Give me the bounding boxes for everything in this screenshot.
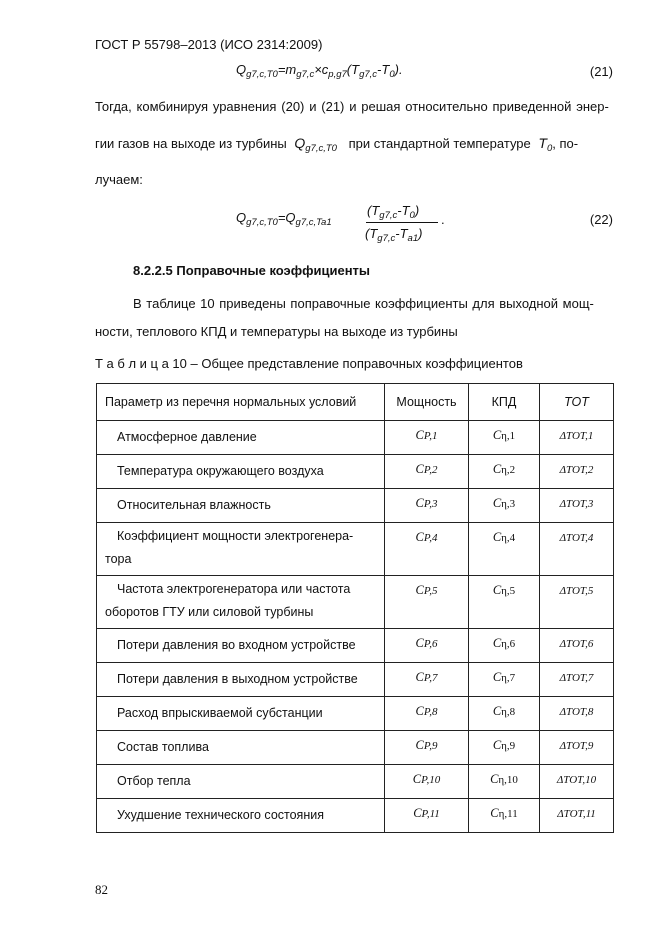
parameter-cell: Потери давления во входном устройстве: [97, 629, 385, 663]
symbol-p-sub: P,4: [423, 532, 438, 544]
symbol-c: C: [413, 806, 422, 820]
eq22-den-open: (T: [365, 226, 378, 241]
page-number: 82: [95, 882, 108, 897]
symbol-delta-tot: ΔTOT,7: [559, 672, 594, 684]
table-caption: Т а б л и ц а 10 – Общее представление поправочных коэффициентов: [95, 356, 523, 371]
symbol-c: C: [490, 806, 499, 820]
power-coefficient-cell: [385, 421, 469, 455]
power-coefficient-cell: [385, 489, 469, 523]
symbol-c: C: [415, 530, 424, 544]
symbol-c: C: [492, 462, 502, 476]
parameter-cell: Относительная влажность: [97, 489, 385, 523]
equation-22-numerator: [367, 203, 419, 221]
document-header: ГОСТ Р 55798–2013 (ИСО 2314:2009): [95, 37, 323, 52]
efficiency-coefficient-cell: [469, 455, 540, 489]
tot-delta-cell: [540, 421, 614, 455]
eq22-num-close: ): [414, 203, 420, 218]
symbol-delta-tot: ΔTOT,8: [559, 706, 594, 718]
correction-factors-table: [96, 383, 614, 833]
paragraph1-line2-post: , по-: [552, 136, 579, 151]
equation-22-lhs: [236, 210, 332, 228]
symbol-c: C: [412, 772, 422, 786]
symbol-c: C: [415, 428, 424, 442]
efficiency-coefficient-cell: [469, 489, 540, 523]
symbol-delta-tot: ΔTOT,2: [559, 464, 594, 476]
eq21-eq: =m: [277, 62, 297, 77]
power-coefficient-cell: [385, 663, 469, 697]
symbol-eta-sub: η,4: [501, 532, 516, 544]
section-heading: 8.2.2.5 Поправочные коэффициенты: [133, 263, 371, 278]
symbol-delta-tot: ΔTOT,1: [559, 430, 594, 442]
tot-delta-cell: [540, 576, 614, 629]
eq22-den-minus: -T: [395, 226, 408, 241]
eq21-paren-open: (T: [346, 62, 360, 77]
symbol-delta-tot: ΔTOT,4: [559, 532, 594, 544]
efficiency-coefficient-cell: [469, 765, 540, 799]
symbol-p-sub: P,3: [423, 498, 438, 510]
eq21-m-sub: g7,c: [296, 69, 315, 80]
paragraph2-line1: В таблице 10 приведены поправочные коэффициенты для выходной мощ-: [133, 296, 594, 311]
power-coefficient-cell: [385, 765, 469, 799]
eq22-num-sub2: 0: [409, 210, 415, 221]
parameter-line2: тора: [105, 552, 132, 566]
symbol-c: C: [415, 583, 424, 597]
symbol-eta-sub: η,8: [501, 706, 516, 718]
symbol-delta-tot: ΔTOT,9: [559, 740, 594, 752]
symbol-p-sub: P,5: [423, 585, 438, 597]
inline-q-sub: g7,c,T0: [305, 143, 337, 154]
symbol-delta-tot: ΔTOT,6: [559, 638, 594, 650]
eq21-lhs: Q: [236, 62, 247, 77]
eq21-c-sub: p,g7: [328, 69, 347, 80]
parameter-cell: [97, 576, 385, 629]
eq22-num-minus: -T: [397, 203, 410, 218]
table-row: [97, 731, 614, 765]
eq21-t-sub: g7,c: [359, 69, 378, 80]
efficiency-coefficient-cell: [469, 799, 540, 833]
paragraph1-line3: лучаем:: [95, 172, 143, 187]
eq21-t0-sub: 0: [389, 69, 395, 80]
paragraph1-line1: Тогда, комбинируя уравнения (20) и (21) и решая относительно приведенной энер-: [95, 99, 609, 114]
symbol-c: C: [415, 704, 424, 718]
symbol-p-sub: P,10: [421, 774, 441, 786]
header-efficiency: КПД: [469, 384, 540, 421]
symbol-c: C: [492, 670, 502, 684]
table-row: [97, 799, 614, 833]
table-row: [97, 663, 614, 697]
eq21-times-c: ×c: [314, 62, 329, 77]
power-coefficient-cell: [385, 731, 469, 765]
tot-delta-cell: [540, 663, 614, 697]
symbol-p-sub: P,11: [421, 808, 440, 820]
eq22-den-sub: g7,c: [377, 233, 396, 244]
inline-q: Q: [294, 135, 306, 151]
paragraph1-line2: [95, 135, 578, 154]
eq22-lhs-sub: g7,c,T0: [246, 217, 278, 228]
paragraph2-line2: ности, теплового КПД и температуры на выходе из турбины: [95, 324, 458, 339]
symbol-c: C: [492, 738, 502, 752]
inline-t: T: [538, 135, 547, 151]
symbol-eta-sub: η,10: [498, 774, 518, 786]
eq22-lhs: Q: [236, 210, 247, 225]
parameter-line1: Частота электрогенератора или частота: [117, 582, 351, 596]
inline-q-symbol: [294, 135, 337, 154]
symbol-p-sub: P,9: [423, 740, 438, 752]
tot-delta-cell: [540, 523, 614, 576]
symbol-c: C: [415, 670, 424, 684]
parameter-cell: Атмосферное давление: [97, 421, 385, 455]
symbol-c: C: [415, 738, 424, 752]
eq22-num-sub: g7,c: [379, 210, 398, 221]
parameter-cell: Расход впрыскиваемой субстанции: [97, 697, 385, 731]
symbol-c: C: [492, 428, 502, 442]
tot-delta-cell: [540, 697, 614, 731]
symbol-p-sub: P,6: [423, 638, 438, 650]
eq22-dot: .: [441, 212, 445, 227]
symbol-c: C: [492, 704, 502, 718]
eq21-paren-close: ).: [394, 62, 403, 77]
symbol-c: C: [492, 496, 502, 510]
symbol-delta-tot: ΔTOT,5: [559, 585, 594, 597]
symbol-delta-tot: ΔTOT,11: [557, 808, 596, 820]
symbol-eta-sub: η,6: [501, 638, 516, 650]
symbol-eta-sub: η,11: [498, 808, 518, 820]
symbol-c: C: [415, 636, 424, 650]
parameter-line1: Коэффициент мощности электрогенера-: [117, 529, 354, 543]
tot-delta-cell: [540, 455, 614, 489]
power-coefficient-cell: [385, 799, 469, 833]
symbol-c: C: [415, 462, 424, 476]
eq22-den-close: ): [418, 226, 423, 241]
power-coefficient-cell: [385, 576, 469, 629]
equation-21-number: (21): [589, 64, 613, 79]
equation-22-number: (22): [589, 212, 613, 227]
parameter-cell: Температура окружающего воздуха: [97, 455, 385, 489]
symbol-p-sub: P,8: [423, 706, 438, 718]
table-row: [97, 455, 614, 489]
tot-delta-cell: [540, 799, 614, 833]
symbol-p-sub: P,1: [423, 430, 438, 442]
equation-21: [236, 62, 403, 80]
tot-delta-cell: [540, 629, 614, 663]
table-row: [97, 421, 614, 455]
paragraph1-line2-mid: при стандартной температуре: [348, 136, 531, 151]
symbol-c: C: [415, 496, 424, 510]
parameter-cell: Ухудшение технического состояния: [97, 799, 385, 833]
table-row: [97, 765, 614, 799]
eq22-den-sub2: a1: [407, 233, 419, 244]
symbol-c: C: [492, 636, 502, 650]
symbol-p-sub: P,2: [423, 464, 438, 476]
power-coefficient-cell: [385, 455, 469, 489]
table-row: [97, 697, 614, 731]
eq22-eq: =Q: [277, 210, 296, 225]
parameter-line2: оборотов ГТУ или силовой турбины: [105, 605, 314, 619]
symbol-p-sub: P,7: [423, 672, 438, 684]
inline-t-sub: 0: [546, 143, 553, 154]
tot-delta-cell: [540, 731, 614, 765]
header-tot: ТОТ: [540, 384, 614, 421]
efficiency-coefficient-cell: [469, 576, 540, 629]
table-row: [97, 523, 614, 576]
efficiency-coefficient-cell: [469, 523, 540, 576]
symbol-c: C: [490, 772, 499, 786]
parameter-cell: [97, 523, 385, 576]
parameter-cell: Отбор тепла: [97, 765, 385, 799]
eq21-minus-t: -T: [377, 62, 390, 77]
eq22-q-sub: g7,c,Ta1: [295, 217, 332, 228]
symbol-eta-sub: η,9: [501, 740, 516, 752]
equation-22-denominator: [365, 226, 422, 244]
eq22-num-open: (T: [367, 203, 380, 218]
inline-t-symbol: [538, 135, 553, 154]
symbol-eta-sub: η,1: [501, 430, 516, 442]
symbol-delta-tot: ΔTOT,3: [559, 498, 594, 510]
paragraph1-line2-pre: гии газов на выходе из турбины: [95, 136, 287, 151]
symbol-c: C: [492, 530, 502, 544]
symbol-eta-sub: η,7: [501, 672, 516, 684]
power-coefficient-cell: [385, 523, 469, 576]
parameter-cell: Состав топлива: [97, 731, 385, 765]
header-parameter: Параметр из перечня нормальных условий: [97, 384, 385, 421]
table-header-row: [97, 384, 614, 421]
efficiency-coefficient-cell: [469, 697, 540, 731]
efficiency-coefficient-cell: [469, 731, 540, 765]
power-coefficient-cell: [385, 697, 469, 731]
tot-delta-cell: [540, 765, 614, 799]
table-row: [97, 489, 614, 523]
symbol-c: C: [492, 583, 502, 597]
power-coefficient-cell: [385, 629, 469, 663]
eq21-lhs-sub: g7,c,T0: [246, 69, 278, 80]
table-row: [97, 629, 614, 663]
symbol-delta-tot: ΔTOT,10: [556, 774, 597, 786]
symbol-eta-sub: η,2: [501, 464, 516, 476]
tot-delta-cell: [540, 489, 614, 523]
header-power: Мощность: [385, 384, 469, 421]
table-row: [97, 576, 614, 629]
symbol-eta-sub: η,3: [501, 498, 516, 510]
efficiency-coefficient-cell: [469, 629, 540, 663]
parameter-cell: Потери давления в выходном устройстве: [97, 663, 385, 697]
efficiency-coefficient-cell: [469, 421, 540, 455]
fraction-bar: [366, 222, 438, 223]
symbol-eta-sub: η,5: [501, 585, 516, 597]
efficiency-coefficient-cell: [469, 663, 540, 697]
